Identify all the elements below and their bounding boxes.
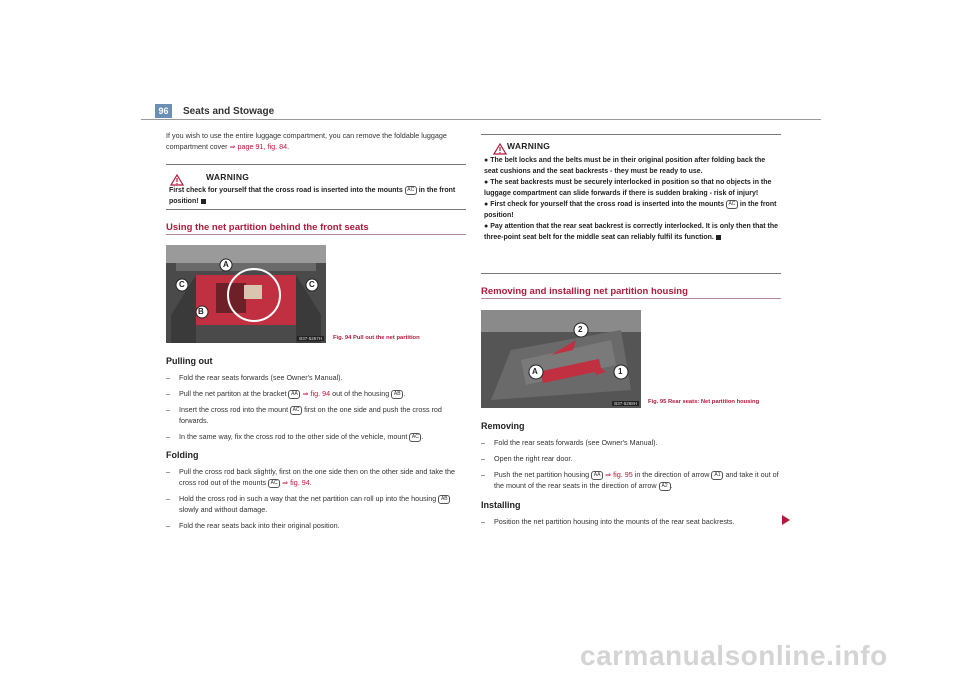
removing-step-1	[481, 437, 781, 448]
folding-step-1-a: Pull the cross rod back slightly, first on the one side then on the other side and take the cross rod out of the mounts	[179, 467, 455, 487]
warning-box-2	[481, 134, 781, 274]
pulling-out-steps	[166, 372, 466, 447]
warning-bullet-1: ● The belt locks and the belts must be in their original position after folding back the seat cushions and the seat backrests - they must be ready to use.	[484, 157, 766, 175]
warning-bullet-3-post: in the front position!	[484, 201, 777, 219]
end-square-icon	[201, 199, 206, 204]
warning-box-1	[166, 164, 466, 210]
pulling-step-1-text: Fold the rear seats forwards (see Owner's Manual).	[179, 373, 343, 382]
figure-95-illustration	[481, 310, 641, 408]
pulling-step-2-b: out of the housing	[332, 389, 390, 398]
installing-step-1-text: Position the net partition housing into the mounts of the rear seat backrests.	[494, 517, 735, 526]
pulling-step-4-a: In the same way, fix the cross rod to the other side of the vehicle, mount	[179, 432, 408, 441]
removing-step-2-text: Open the right rear door.	[494, 454, 573, 463]
pulling-step-2	[166, 388, 466, 399]
fig-95-link[interactable]: ⇒ fig. 95	[605, 470, 633, 479]
installing-steps	[481, 516, 781, 532]
figure-94-label-b: B	[198, 307, 204, 316]
warning-title-1: WARNING	[206, 172, 250, 182]
end-square-icon	[716, 235, 721, 240]
badge-arrow-2: A2	[659, 482, 671, 491]
figure-95-label-1: 1	[618, 367, 623, 376]
intro-paragraph	[166, 130, 466, 152]
section-rule-1	[166, 234, 466, 235]
removing-step-3-d: .	[670, 481, 673, 490]
intro-text: If you wish to use the entire luggage compartment, you can remove the foldable luggage compartment cover	[166, 131, 447, 151]
figure-95-label-2: 2	[578, 325, 583, 334]
pulling-step-1	[166, 372, 466, 383]
badge-ab: AB	[438, 495, 450, 504]
watermark: carmanualsonline.info	[580, 640, 888, 671]
removing-step-3-a: Push the net partition housing	[494, 470, 590, 479]
warning-title-2: WARNING	[507, 141, 551, 151]
pulling-step-3	[166, 404, 466, 426]
warning-bullet-2-text: The seat backrests must be securely interlocked in position so that no objects in the luggage compartment can slide forwards if there is sudden braking - risk of injury!	[484, 179, 772, 197]
warning1-post: in the front position!	[169, 187, 456, 205]
folding-step-2-b: slowly and without damage.	[179, 505, 268, 514]
badge-ac: AC	[409, 433, 421, 442]
warning-bullet-4-text: Pay attention that the rear seat backrest is correctly interlocked. It is only then that the three-point seat belt for the middle seat can reliably fulfil its function.	[484, 223, 779, 241]
removing-step-1-text: Fold the rear seats forwards (see Owner's Manual).	[494, 438, 658, 447]
folding-step-3	[166, 520, 466, 531]
badge-ac: AC	[268, 479, 280, 488]
header-rule	[141, 119, 821, 120]
folding-step-1-b: .	[309, 478, 312, 487]
badge-ac: AC	[405, 186, 417, 195]
heading-removing: Removing	[481, 421, 525, 431]
running-header: Seats and Stowage	[183, 106, 275, 117]
section-title-net-partition: Using the net partition behind the front seats	[166, 222, 369, 233]
warning-text-1	[169, 185, 463, 207]
pulling-step-4	[166, 431, 466, 442]
figure-95-code: B37-5268H	[614, 401, 637, 406]
fig-94-link[interactable]: ⇒ fig. 94	[302, 389, 331, 398]
figure-95-label-a: A	[532, 367, 538, 376]
folding-step-3-text: Fold the rear seats back into their original position.	[179, 521, 340, 530]
figure-94-label-c-right: C	[309, 280, 315, 289]
warning-bullet-3-pre: First check for yourself that the cross road is inserted into the mounts	[490, 201, 724, 208]
badge-aa: AA	[591, 471, 603, 480]
removing-step-2	[481, 453, 781, 464]
figure-94	[166, 245, 326, 343]
pulling-step-4-b: .	[421, 432, 424, 441]
section-title-housing: Removing and installing net partition housing	[481, 286, 688, 297]
badge-ac: AC	[726, 200, 738, 209]
page-number: 96	[155, 104, 172, 118]
warning-list-2	[484, 155, 780, 243]
intro-end: .	[287, 142, 290, 151]
heading-installing: Installing	[481, 500, 521, 510]
folding-steps	[166, 466, 466, 536]
badge-ac: AC	[290, 406, 302, 415]
intro-link[interactable]: ⇒ page 91, fig. 84	[229, 142, 288, 151]
removing-step-3-c: and take it out of the mount of the rear seats in the direction of arrow	[494, 470, 779, 490]
badge-arrow-1: A1	[711, 471, 723, 480]
badge-ab: AB	[391, 390, 403, 399]
figure-95-caption: Fig. 95 Rear seats: Net partition housing	[648, 399, 760, 405]
figure-94-label-a: A	[223, 260, 229, 269]
pulling-step-3-b: first on the one side and push the cross rod forwards.	[179, 405, 442, 425]
warning-bullet-2: ● The seat backrests must be securely interlocked in position so that no objects in the luggage compartment can slide forwards if there is sudden braking - risk of injury!	[484, 179, 772, 197]
warning-bullet-1-text: The belt locks and the belts must be in their original position after folding back the seat cushions and the seat backrests - they must be ready to use.	[484, 157, 766, 175]
pulling-step-3-a: Insert the cross rod into the mount	[179, 405, 289, 414]
figure-95	[481, 310, 641, 408]
figure-94-caption: Fig. 94 Pull out the net partition	[333, 335, 420, 341]
removing-step-3	[481, 469, 781, 491]
heading-pulling-out: Pulling out	[166, 356, 213, 366]
removing-step-3-b: in the direction of arrow	[634, 470, 710, 479]
removing-steps	[481, 437, 781, 496]
warning-bullet-3: ● First check for yourself that the cross road is inserted into the mounts AC in the front position!	[484, 200, 777, 219]
pulling-step-2-a: Pull the net partiton at the bracket	[179, 389, 287, 398]
figure-94-label-c-left: C	[179, 280, 185, 289]
fig-94-link-2[interactable]: ⇒ fig. 94	[282, 478, 310, 487]
folding-step-1	[166, 466, 466, 488]
badge-aa: AA	[288, 390, 300, 399]
folding-step-2	[166, 493, 466, 515]
next-page-arrow-icon[interactable]	[782, 515, 790, 525]
warning1-pre: First check for yourself that the cross road is inserted into the mounts	[169, 187, 403, 194]
installing-step-1	[481, 516, 781, 527]
figure-94-code: B37-5267H	[299, 336, 322, 341]
section-rule-2	[481, 298, 781, 299]
folding-step-2-a: Hold the cross rod in such a way that the net partition can roll up into the housing	[179, 494, 437, 503]
warning-bullet-4: ● Pay attention that the rear seat backrest is correctly interlocked. It is only then that the three-point seat belt for the middle seat can reliably fulfil its function.	[484, 223, 779, 241]
figure-94-illustration	[166, 245, 326, 343]
heading-folding: Folding	[166, 450, 199, 460]
pulling-step-2-c: .	[403, 389, 406, 398]
